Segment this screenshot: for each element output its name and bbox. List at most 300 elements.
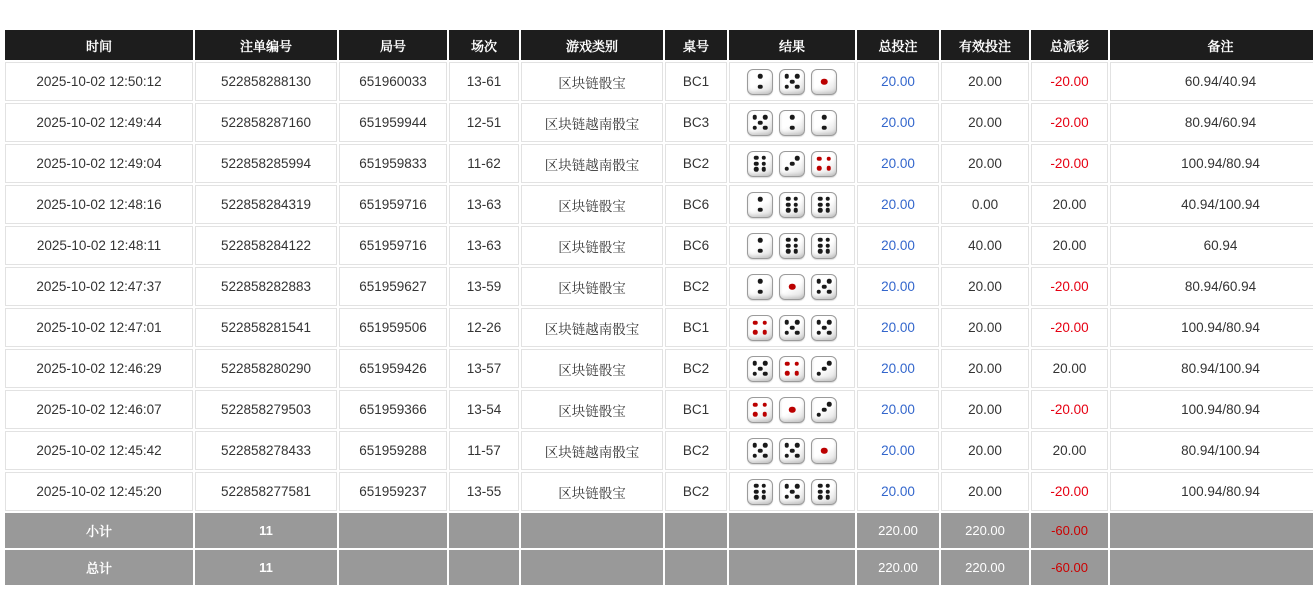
cell-game-type: 区块链越南骰宝 — [521, 431, 663, 470]
die-pip — [793, 243, 798, 248]
die-pip — [794, 362, 799, 367]
die-pip — [827, 402, 832, 407]
die-pip — [790, 161, 795, 166]
die-face-5 — [779, 479, 805, 505]
die-pip — [795, 453, 800, 458]
die-pip — [818, 483, 823, 488]
die-face-5 — [779, 69, 805, 95]
grand-total-row-total-bet: 220.00 — [857, 550, 939, 585]
table-row — [5, 349, 1313, 388]
cell-table-number: BC2 — [665, 144, 727, 183]
total-bet-link[interactable]: 20.00 — [881, 74, 915, 89]
die-pip — [825, 208, 830, 213]
cell-total-bet — [857, 226, 939, 265]
die-pip — [758, 279, 763, 284]
die-pip — [793, 202, 798, 207]
die-pip — [763, 125, 768, 130]
cell-round-number: 651959944 — [339, 103, 447, 142]
cell-result — [729, 103, 855, 142]
die-pip — [786, 243, 791, 248]
total-bet-link[interactable]: 20.00 — [881, 197, 915, 212]
column-header-session: 场次 — [449, 30, 519, 60]
die-face-5 — [779, 438, 805, 464]
die-pip — [761, 483, 766, 488]
die-pip — [761, 495, 766, 500]
grand-total-row — [5, 550, 1313, 585]
cell-time: 2025-10-02 12:47:37 — [5, 267, 193, 306]
die-pip — [758, 289, 763, 294]
die-face-5 — [779, 315, 805, 341]
die-face-1 — [779, 274, 805, 300]
cell-table-number: BC1 — [665, 308, 727, 347]
die-pip — [786, 208, 791, 213]
subtotal-row-empty-cell — [665, 513, 727, 548]
cell-total-payout: -20.00 — [1031, 103, 1108, 142]
grand-total-row-empty-cell — [521, 550, 663, 585]
die-face-6 — [779, 192, 805, 218]
cell-bet-number: 522858282883 — [195, 267, 337, 306]
die-face-2 — [779, 110, 805, 136]
cell-time: 2025-10-02 12:45:20 — [5, 472, 193, 511]
cell-total-bet — [857, 144, 939, 183]
die-pip — [793, 196, 798, 201]
die-pip — [821, 447, 828, 454]
cell-remark: 80.94/100.94 — [1110, 349, 1313, 388]
die-pip — [794, 371, 799, 376]
die-pip — [795, 484, 800, 489]
die-pip — [758, 238, 763, 243]
cell-session: 13-63 — [449, 185, 519, 224]
die-pip — [822, 115, 827, 120]
cell-bet-number: 522858287160 — [195, 103, 337, 142]
cell-game-type: 区块链越南骰宝 — [521, 103, 663, 142]
die-pip — [822, 366, 827, 371]
die-pip — [758, 197, 763, 202]
table-row — [5, 308, 1313, 347]
cell-table-number: BC3 — [665, 103, 727, 142]
cell-total-payout: 20.00 — [1031, 226, 1108, 265]
die-pip — [763, 371, 768, 376]
grand-total-row-empty-cell — [449, 550, 519, 585]
die-pip — [753, 453, 758, 458]
cell-result — [729, 185, 855, 224]
die-face-3 — [811, 356, 837, 382]
die-pip — [817, 289, 822, 294]
die-pip — [753, 443, 758, 448]
table-row — [5, 144, 1313, 183]
cell-remark: 40.94/100.94 — [1110, 185, 1313, 224]
column-header-total-payout: 总派彩 — [1031, 30, 1108, 60]
die-pip — [761, 489, 766, 494]
die-face-2 — [747, 233, 773, 259]
cell-remark: 80.94/60.94 — [1110, 267, 1313, 306]
die-pip — [818, 202, 823, 207]
die-pip — [785, 362, 790, 367]
die-pip — [790, 125, 795, 130]
cell-game-type: 区块链越南骰宝 — [521, 144, 663, 183]
die-face-6 — [747, 479, 773, 505]
die-face-6 — [811, 233, 837, 259]
cell-total-bet — [857, 185, 939, 224]
cell-total-bet — [857, 62, 939, 101]
cell-time: 2025-10-02 12:46:29 — [5, 349, 193, 388]
cell-bet-number: 522858278433 — [195, 431, 337, 470]
die-pip — [785, 453, 790, 458]
cell-result — [729, 308, 855, 347]
cell-valid-bet: 20.00 — [941, 431, 1029, 470]
die-face-5 — [811, 315, 837, 341]
table-footer — [5, 513, 1313, 585]
die-pip — [795, 84, 800, 89]
cell-valid-bet: 20.00 — [941, 62, 1029, 101]
cell-round-number: 651959716 — [339, 185, 447, 224]
die-pip — [795, 156, 800, 161]
cell-time: 2025-10-02 12:50:12 — [5, 62, 193, 101]
die-pip — [762, 403, 767, 408]
cell-valid-bet: 20.00 — [941, 308, 1029, 347]
cell-valid-bet: 20.00 — [941, 144, 1029, 183]
cell-result — [729, 144, 855, 183]
cell-remark: 60.94 — [1110, 226, 1313, 265]
die-pip — [817, 371, 822, 376]
total-bet-link[interactable]: 20.00 — [881, 484, 915, 499]
die-face-5 — [811, 274, 837, 300]
cell-bet-number: 522858279503 — [195, 390, 337, 429]
grand-total-row-empty-cell — [729, 550, 855, 585]
die-pip — [763, 361, 768, 366]
cell-bet-number: 522858288130 — [195, 62, 337, 101]
grand-total-row-count: 11 — [195, 550, 337, 585]
die-pip — [818, 489, 823, 494]
die-pip — [825, 196, 830, 201]
die-pip — [758, 84, 763, 89]
cell-total-payout: -20.00 — [1031, 267, 1108, 306]
die-face-6 — [779, 233, 805, 259]
die-face-6 — [811, 192, 837, 218]
die-pip — [827, 330, 832, 335]
die-face-4 — [747, 315, 773, 341]
subtotal-row-remark-empty — [1110, 513, 1313, 548]
cell-result — [729, 472, 855, 511]
die-face-1 — [811, 69, 837, 95]
grand-total-row-payout: -60.00 — [1031, 550, 1108, 585]
cell-session: 11-62 — [449, 144, 519, 183]
cell-time: 2025-10-02 12:48:16 — [5, 185, 193, 224]
cell-bet-number: 522858277581 — [195, 472, 337, 511]
die-pip — [785, 371, 790, 376]
cell-valid-bet: 20.00 — [941, 103, 1029, 142]
die-face-5 — [747, 356, 773, 382]
column-header-time: 时间 — [5, 30, 193, 60]
die-pip — [786, 237, 791, 242]
die-pip — [785, 74, 790, 79]
die-pip — [754, 161, 759, 166]
die-pip — [795, 443, 800, 448]
grand-total-row-valid-bet: 220.00 — [941, 550, 1029, 585]
total-bet-link[interactable]: 20.00 — [881, 320, 915, 335]
die-pip — [753, 371, 758, 376]
die-pip — [825, 483, 830, 488]
cell-total-payout: -20.00 — [1031, 144, 1108, 183]
cell-table-number: BC1 — [665, 62, 727, 101]
cell-game-type: 区块链越南骰宝 — [521, 308, 663, 347]
die-pip — [785, 166, 790, 171]
die-pip — [817, 157, 822, 162]
die-pip — [761, 161, 766, 166]
subtotal-row-empty-cell — [339, 513, 447, 548]
die-face-6 — [747, 151, 773, 177]
subtotal-row-label: 小计 — [5, 513, 193, 548]
die-pip — [817, 320, 822, 325]
die-face-4 — [779, 356, 805, 382]
die-pip — [817, 166, 822, 171]
cell-round-number: 651960033 — [339, 62, 447, 101]
die-pip — [825, 495, 830, 500]
die-pip — [817, 279, 822, 284]
die-face-6 — [811, 479, 837, 505]
total-bet-link[interactable]: 20.00 — [881, 443, 915, 458]
cell-valid-bet: 20.00 — [941, 349, 1029, 388]
cell-table-number: BC2 — [665, 349, 727, 388]
die-pip — [785, 494, 790, 499]
column-header-bet-number: 注单编号 — [195, 30, 337, 60]
die-pip — [758, 120, 763, 125]
total-bet-link[interactable]: 20.00 — [881, 238, 915, 253]
cell-time: 2025-10-02 12:49:44 — [5, 103, 193, 142]
subtotal-row-empty-cell — [729, 513, 855, 548]
cell-game-type: 区块链骰宝 — [521, 390, 663, 429]
die-face-4 — [811, 151, 837, 177]
die-pip — [789, 283, 796, 290]
cell-time: 2025-10-02 12:45:42 — [5, 431, 193, 470]
die-pip — [758, 248, 763, 253]
die-pip — [827, 320, 832, 325]
die-pip — [822, 325, 827, 330]
die-pip — [822, 125, 827, 130]
die-pip — [790, 448, 795, 453]
die-pip — [825, 489, 830, 494]
cell-bet-number: 522858285994 — [195, 144, 337, 183]
total-bet-link[interactable]: 20.00 — [881, 402, 915, 417]
subtotal-row-empty-cell — [449, 513, 519, 548]
die-pip — [758, 366, 763, 371]
cell-session: 13-54 — [449, 390, 519, 429]
die-face-1 — [779, 397, 805, 423]
column-header-game-type: 游戏类别 — [521, 30, 663, 60]
cell-valid-bet: 20.00 — [941, 267, 1029, 306]
die-pip — [825, 243, 830, 248]
cell-total-payout: 20.00 — [1031, 185, 1108, 224]
table-row — [5, 390, 1313, 429]
cell-game-type: 区块链骰宝 — [521, 226, 663, 265]
column-header-table-number: 桌号 — [665, 30, 727, 60]
cell-time: 2025-10-02 12:49:04 — [5, 144, 193, 183]
total-bet-link[interactable]: 20.00 — [881, 156, 915, 171]
cell-session: 13-55 — [449, 472, 519, 511]
die-pip — [826, 166, 831, 171]
die-pip — [758, 74, 763, 79]
bet-records-table — [3, 28, 1313, 587]
cell-valid-bet: 20.00 — [941, 390, 1029, 429]
cell-bet-number: 522858284319 — [195, 185, 337, 224]
cell-session: 13-57 — [449, 349, 519, 388]
cell-total-bet — [857, 390, 939, 429]
subtotal-row-empty-cell — [521, 513, 663, 548]
die-pip — [763, 453, 768, 458]
die-pip — [790, 115, 795, 120]
die-pip — [753, 403, 758, 408]
grand-total-row-empty-cell — [665, 550, 727, 585]
cell-total-payout: 20.00 — [1031, 349, 1108, 388]
cell-round-number: 651959288 — [339, 431, 447, 470]
table-row — [5, 62, 1313, 101]
cell-round-number: 651959716 — [339, 226, 447, 265]
cell-remark: 80.94/60.94 — [1110, 103, 1313, 142]
die-pip — [825, 249, 830, 254]
cell-valid-bet: 20.00 — [941, 472, 1029, 511]
die-pip — [818, 196, 823, 201]
subtotal-row-payout: -60.00 — [1031, 513, 1108, 548]
cell-result — [729, 349, 855, 388]
table-body — [5, 62, 1313, 511]
cell-session: 12-26 — [449, 308, 519, 347]
column-header-result: 结果 — [729, 30, 855, 60]
cell-total-payout: -20.00 — [1031, 472, 1108, 511]
table-row — [5, 103, 1313, 142]
cell-round-number: 651959833 — [339, 144, 447, 183]
die-pip — [753, 115, 758, 120]
die-pip — [786, 202, 791, 207]
cell-round-number: 651959237 — [339, 472, 447, 511]
die-pip — [827, 361, 832, 366]
die-pip — [786, 249, 791, 254]
subtotal-row-count: 11 — [195, 513, 337, 548]
die-pip — [785, 320, 790, 325]
cell-remark: 60.94/40.94 — [1110, 62, 1313, 101]
cell-result — [729, 267, 855, 306]
die-pip — [795, 494, 800, 499]
die-pip — [754, 483, 759, 488]
cell-session: 12-51 — [449, 103, 519, 142]
die-pip — [793, 208, 798, 213]
cell-total-payout: -20.00 — [1031, 308, 1108, 347]
grand-total-row-remark-empty — [1110, 550, 1313, 585]
die-face-2 — [747, 192, 773, 218]
die-pip — [762, 321, 767, 326]
die-pip — [795, 74, 800, 79]
cell-remark: 100.94/80.94 — [1110, 472, 1313, 511]
column-header-remark: 备注 — [1110, 30, 1313, 60]
cell-table-number: BC2 — [665, 431, 727, 470]
cell-game-type: 区块链骰宝 — [521, 472, 663, 511]
die-pip — [825, 237, 830, 242]
die-face-1 — [811, 438, 837, 464]
cell-game-type: 区块链骰宝 — [521, 62, 663, 101]
cell-total-payout: 20.00 — [1031, 431, 1108, 470]
cell-total-payout: -20.00 — [1031, 62, 1108, 101]
die-pip — [795, 320, 800, 325]
die-pip — [817, 412, 822, 417]
total-bet-link[interactable]: 20.00 — [881, 361, 915, 376]
cell-game-type: 区块链骰宝 — [521, 349, 663, 388]
subtotal-row — [5, 513, 1313, 548]
cell-bet-number: 522858281541 — [195, 308, 337, 347]
die-pip — [822, 407, 827, 412]
die-face-2 — [747, 69, 773, 95]
die-pip — [763, 443, 768, 448]
table-row — [5, 472, 1313, 511]
cell-valid-bet: 40.00 — [941, 226, 1029, 265]
die-pip — [761, 155, 766, 160]
die-pip — [753, 412, 758, 417]
table-row — [5, 226, 1313, 265]
cell-time: 2025-10-02 12:48:11 — [5, 226, 193, 265]
die-pip — [763, 115, 768, 120]
cell-remark: 100.94/80.94 — [1110, 144, 1313, 183]
die-pip — [754, 495, 759, 500]
cell-valid-bet: 0.00 — [941, 185, 1029, 224]
cell-session: 13-63 — [449, 226, 519, 265]
cell-total-bet — [857, 472, 939, 511]
grand-total-row-label: 总计 — [5, 550, 193, 585]
die-pip — [818, 243, 823, 248]
die-pip — [754, 155, 759, 160]
column-header-round-number: 局号 — [339, 30, 447, 60]
die-pip — [753, 125, 758, 130]
cell-table-number: BC6 — [665, 226, 727, 265]
cell-session: 13-59 — [449, 267, 519, 306]
die-pip — [818, 249, 823, 254]
die-pip — [818, 237, 823, 242]
cell-result — [729, 431, 855, 470]
die-pip — [818, 208, 823, 213]
die-pip — [825, 202, 830, 207]
column-header-total-bet: 总投注 — [857, 30, 939, 60]
die-face-4 — [747, 397, 773, 423]
total-bet-link[interactable]: 20.00 — [881, 279, 915, 294]
cell-table-number: BC6 — [665, 185, 727, 224]
cell-table-number: BC2 — [665, 267, 727, 306]
cell-result — [729, 62, 855, 101]
die-pip — [793, 249, 798, 254]
cell-round-number: 651959627 — [339, 267, 447, 306]
table-row — [5, 185, 1313, 224]
die-pip — [754, 489, 759, 494]
subtotal-row-total-bet: 220.00 — [857, 513, 939, 548]
table-row — [5, 267, 1313, 306]
die-pip — [785, 484, 790, 489]
cell-total-bet — [857, 349, 939, 388]
cell-total-bet — [857, 267, 939, 306]
die-pip — [758, 448, 763, 453]
cell-table-number: BC2 — [665, 472, 727, 511]
grand-total-row-empty-cell — [339, 550, 447, 585]
table-header-row — [5, 30, 1313, 60]
die-pip — [754, 167, 759, 172]
cell-result — [729, 390, 855, 429]
die-pip — [827, 279, 832, 284]
die-pip — [818, 495, 823, 500]
cell-bet-number: 522858284122 — [195, 226, 337, 265]
die-pip — [785, 330, 790, 335]
die-pip — [758, 207, 763, 212]
die-pip — [793, 237, 798, 242]
die-pip — [789, 406, 796, 413]
die-pip — [817, 330, 822, 335]
cell-total-payout: -20.00 — [1031, 390, 1108, 429]
total-bet-link[interactable]: 20.00 — [881, 115, 915, 130]
cell-round-number: 651959506 — [339, 308, 447, 347]
